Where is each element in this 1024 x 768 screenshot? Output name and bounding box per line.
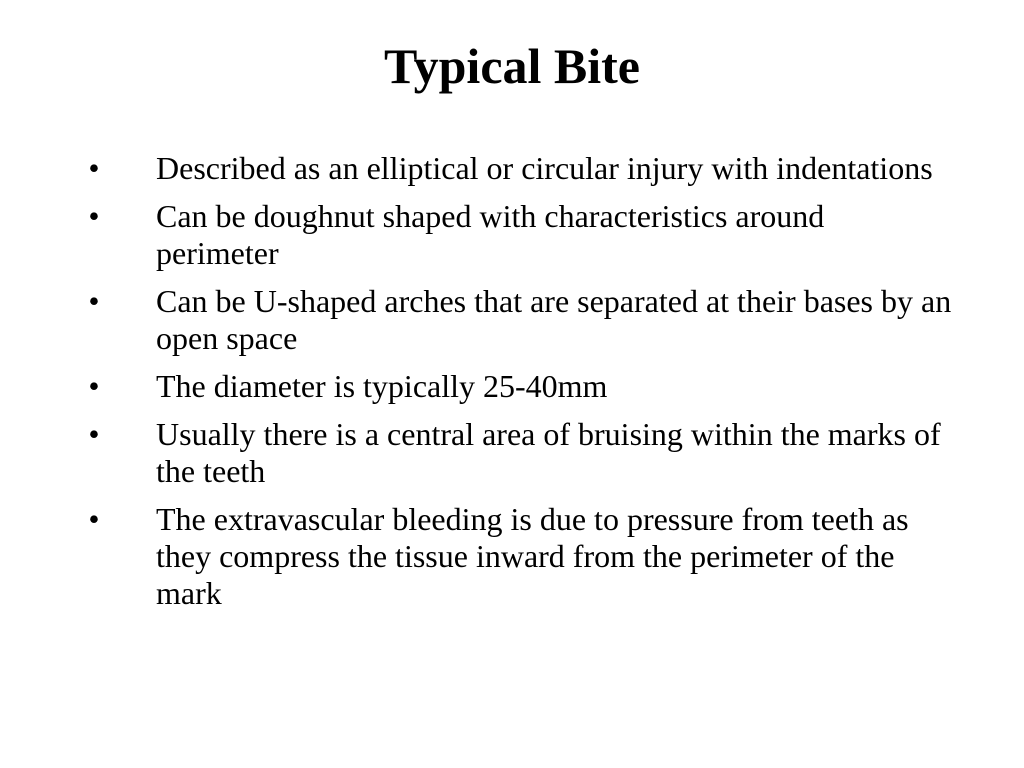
bullet-text: The extravascular bleeding is due to pressure from teeth as they compress the tissue inward from the perimeter of the mark <box>156 501 909 611</box>
bullet-icon: • <box>88 416 100 452</box>
bullet-text: Can be doughnut shaped with characteristics around perimeter <box>156 198 825 271</box>
bullet-icon: • <box>88 150 100 186</box>
bullet-icon: • <box>88 501 100 537</box>
bullet-item <box>84 198 954 272</box>
bullet-item <box>84 416 954 490</box>
bullet-icon: • <box>88 198 100 234</box>
bullet-item <box>84 368 954 405</box>
bullet-text: Usually there is a central area of bruising within the marks of the teeth <box>156 416 941 489</box>
bullet-text: Described as an elliptical or circular injury with indentations <box>156 150 933 186</box>
bullet-text: Can be U-shaped arches that are separated at their bases by an open space <box>156 283 952 356</box>
bullet-item <box>84 283 954 357</box>
bullet-text: The diameter is typically 25-40mm <box>156 368 608 404</box>
slide-title: Typical Bite <box>383 38 640 94</box>
bullet-icon: • <box>88 368 100 404</box>
bullet-icon: • <box>88 283 100 319</box>
bullet-list <box>84 150 954 623</box>
bullet-item <box>84 501 954 612</box>
bullet-item <box>84 150 954 187</box>
